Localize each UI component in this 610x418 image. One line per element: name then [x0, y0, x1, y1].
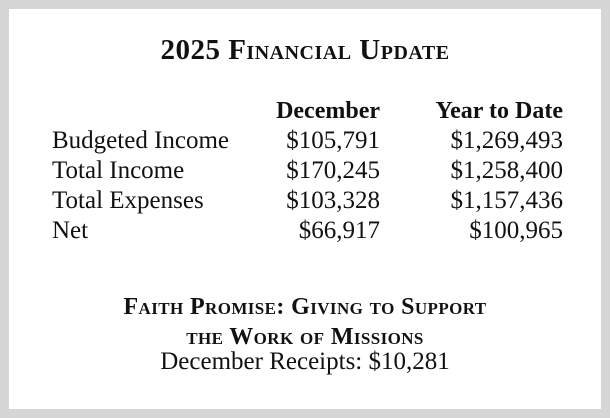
year-to-date-value: $100,965 [469, 217, 563, 244]
faith-promise-title-line-2: the Work of Missions [186, 324, 424, 350]
year-to-date-value: $1,157,436 [450, 187, 563, 214]
faith-promise-title-line-1: Faith Promise: Giving to Support [123, 294, 487, 320]
december-value: $66,917 [298, 217, 380, 244]
december-value: $103,328 [286, 187, 380, 214]
row-label: Total Expenses [52, 187, 204, 214]
year-to-date-value: $1,269,493 [450, 127, 563, 154]
page-title: 2025 Financial Update [160, 34, 450, 66]
faith-promise-heading [0, 292, 610, 352]
row-label: Budgeted Income [52, 127, 230, 154]
december-receipts: December Receipts: $10,281 [160, 348, 450, 375]
december-value: $170,245 [286, 157, 380, 184]
row-label: Net [52, 217, 89, 244]
year-to-date-value: $1,258,400 [450, 157, 563, 184]
column-header-year-to-date: Year to Date [435, 98, 563, 124]
row-label: Total Income [52, 157, 185, 184]
column-header-december: December [276, 98, 380, 124]
december-value: $105,791 [286, 127, 380, 154]
